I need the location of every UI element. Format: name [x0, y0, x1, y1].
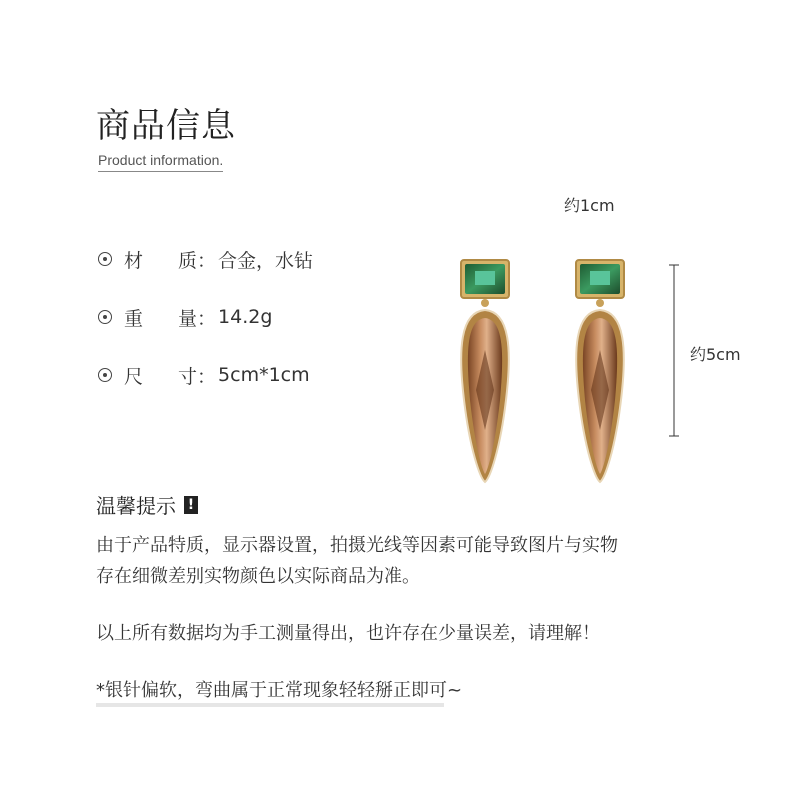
notice-heading — [96, 490, 198, 519]
spec-value-size: 5cm*1cm — [218, 364, 310, 386]
spec-key-second-char: 寸 — [178, 365, 198, 388]
height-dimension-label: 约5cm — [690, 345, 741, 364]
bullet-icon — [98, 310, 112, 324]
spec-key-first-char: 材 — [124, 249, 144, 272]
bullet-icon — [98, 368, 112, 382]
spec-key-second-char: 量 — [178, 307, 198, 330]
notice-line-2: 存在细微差别实物颜色以实际商品为准。 — [96, 566, 420, 587]
right-earring — [576, 260, 624, 482]
spec-row-weight: 重 量 ： 14.2g — [98, 304, 272, 330]
notice-paragraph-1 — [96, 530, 618, 592]
spec-key-second-char: 质 — [178, 249, 198, 272]
spec-value-weight: 14.2g — [218, 306, 273, 328]
notice-line-4: *银针偏软，弯曲属于正常现象轻轻掰正即可~ — [96, 680, 463, 701]
spec-row-size: 尺 寸 ： 5cm*1cm — [98, 362, 310, 388]
footnote-highlight-bar — [96, 703, 444, 707]
height-dimension-line — [669, 265, 679, 436]
notice-line-1: 由于产品特质，显示器设置，拍摄光线等因素可能导致图片与实物 — [96, 535, 618, 556]
page-title: 商品信息 — [96, 106, 236, 146]
notice-paragraph-2 — [96, 618, 600, 649]
notice-title: 温馨提示 — [96, 494, 176, 518]
spec-row-material: 材 质 ： 合金，水钻 — [98, 246, 313, 272]
exclamation-icon: ! — [184, 496, 198, 514]
notice-footnote — [96, 676, 462, 702]
spec-key-first-char: 重 — [124, 307, 144, 330]
page-subtitle: Product information. — [98, 152, 223, 172]
spec-value-material: 合金，水钻 — [218, 249, 314, 272]
width-dimension-label: 约1cm — [564, 196, 615, 215]
bullet-icon — [98, 252, 112, 266]
spec-key-first-char: 尺 — [124, 365, 144, 388]
notice-line-3: 以上所有数据均为手工测量得出，也许存在少量误差，请理解！ — [96, 623, 600, 644]
left-earring — [461, 260, 509, 482]
earrings-product-image — [440, 250, 760, 500]
